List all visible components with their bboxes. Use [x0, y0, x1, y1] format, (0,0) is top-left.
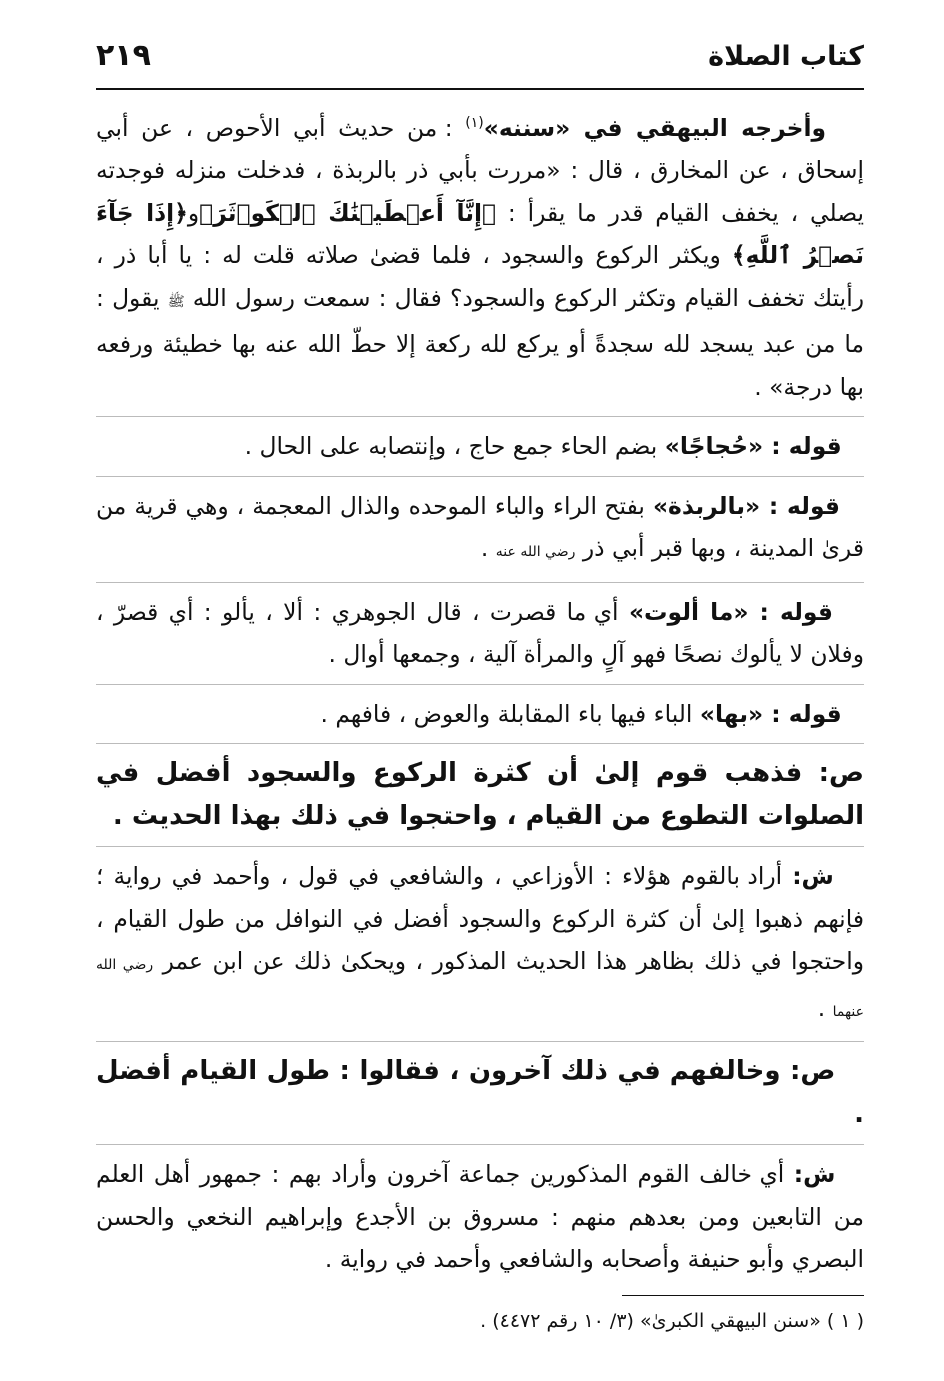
- sharh-text: .: [817, 993, 826, 1022]
- divider: [96, 582, 864, 583]
- footnote-rule: [622, 1295, 864, 1296]
- paragraph-lead: قوله : «بالربذة»: [652, 491, 840, 520]
- paragraph-text: الباء فيها باء المقابلة والعوض ، فافهم .: [320, 699, 693, 728]
- page: [96, 38, 864, 1336]
- connector-text: و: [187, 198, 200, 227]
- footnote-ref[interactable]: (١): [465, 115, 484, 131]
- paragraph-lead: قوله : «بها»: [699, 699, 842, 728]
- divider: [96, 476, 864, 477]
- paragraph-lead: قوله : «حُجاجًا»: [664, 432, 842, 461]
- paragraph-text: ويكثر الركوع والسجود ، فلما قضىٰ صلاته قلت له : يا أبا ذر ، رأيتك تخفف القيام وتكثر الركوع والسجود؟ فقال : سمعت رسول الله: [96, 241, 864, 312]
- paragraph-lead: وأخرجه البيهقي في «سننه»: [483, 113, 827, 142]
- paragraph-gloss: [96, 423, 864, 472]
- matn-paragraph: [96, 1048, 864, 1140]
- quran-verse: ﴿إِنَّآ أَعۡطَيۡنَٰكَ ٱلۡكَوۡثَرَ﴾: [199, 198, 497, 227]
- paragraph-text: : من حديث أبي الأحوص ، عن أبي إسحاق ، عن المخارق ، قال : «مررت بأبي ذر بالربذة ، فدخلت منزله فوجدته يصلي ، يخفف القيام قدر ما يقرأ :: [96, 113, 864, 227]
- matn-label: ص:: [790, 1056, 836, 1087]
- paragraph-text: بفتح الراء والباء الموحده والذال المعجمة ، وهي قرية من قرىٰ المدينة ، وبها قبر أبي ذر: [96, 491, 864, 563]
- sharh-label: ش:: [792, 862, 834, 891]
- sharh-label: ش:: [793, 1160, 836, 1189]
- divider: [96, 743, 864, 744]
- matn-text: فذهب قوم إلىٰ أن كثرة الركوع والسجود أفضل في الصلوات التطوع من القيام ، واحتجوا في ذلك بهذا الحديث .: [96, 758, 864, 832]
- matn-paragraph: [96, 750, 864, 842]
- book-title: كتاب الصلاة: [708, 41, 864, 72]
- sharh-paragraph: [96, 853, 864, 1037]
- page-number: ٢١٩: [96, 38, 151, 73]
- honorific-glyph: ﷺ: [167, 293, 185, 310]
- sharh-paragraph: [96, 1151, 864, 1285]
- paragraph-gloss: [96, 691, 864, 740]
- paragraph-gloss: [96, 483, 864, 578]
- paragraph-text: يقول : ما من عبد يسجد لله سجدةً أو يركع لله ركعة إلا حطّ الله عنه بها خطيئة ورفعه بها درجة» .: [96, 283, 864, 401]
- honorific-glyph: رضي الله عنهما: [96, 957, 864, 1020]
- divider: [96, 846, 864, 847]
- page-header: [96, 38, 864, 82]
- footnote: ( ١ ) «سنن البيهقي الكبرىٰ» (٣/ ١٠ رقم ٤٤٧٢) .: [480, 1309, 864, 1332]
- matn-text: وخالفهم في ذلك آخرون ، فقالوا : طول القيام أفضل .: [96, 1056, 864, 1130]
- divider: [96, 1041, 864, 1042]
- paragraph-lead: قوله : «ما ألوت»: [628, 597, 833, 626]
- quran-verse: ﴿إِذَا جَآءَ نَصۡرُ ٱللَّهِ﴾: [96, 198, 865, 270]
- sharh-text: أراد بالقوم هؤلاء : الأوزاعي ، والشافعي في قول ، وأحمد في رواية ؛ فإنهم ذهبوا إلىٰ أن كثرة الركوع والسجود أفضل في النوافل من طول القيام ، واحتجوا في ذلك بظاهر هذا الحديث المذكور ، ويحكىٰ ذلك عن ابن عمر: [96, 862, 864, 976]
- paragraph-text: أي ما قصرت ، قال الجوهري : ألا ، يألو : أي قصرّ ، وفلان لا يألوك نصحًا فهو آلٍ والمرأة آلية ، وجمعها أوال .: [96, 597, 864, 669]
- matn-label: ص:: [818, 758, 864, 789]
- divider: [96, 1144, 864, 1145]
- divider: [96, 416, 864, 417]
- header-rule: [96, 88, 864, 90]
- divider: [96, 684, 864, 685]
- honorific-glyph: رضي الله عنه: [495, 544, 576, 561]
- paragraph-text: .: [480, 534, 489, 563]
- paragraph-gloss: [96, 589, 864, 680]
- sharh-text: أي خالف القوم المذكورين جماعة آخرون وأراد بهم : جمهور أهل العلم من التابعين ومن بعدهم منهم : مسروق بن الأجدع وإبراهيم النخعي والحسن البصري وأبو حنيفة وأصحابه والشافعي وأحمد في رواية .: [96, 1160, 864, 1274]
- paragraph-text: بضم الحاء جمع حاج ، وإنتصابه على الحال .: [244, 432, 658, 461]
- main-text: [96, 100, 864, 1336]
- paragraph-hadith: [96, 100, 864, 412]
